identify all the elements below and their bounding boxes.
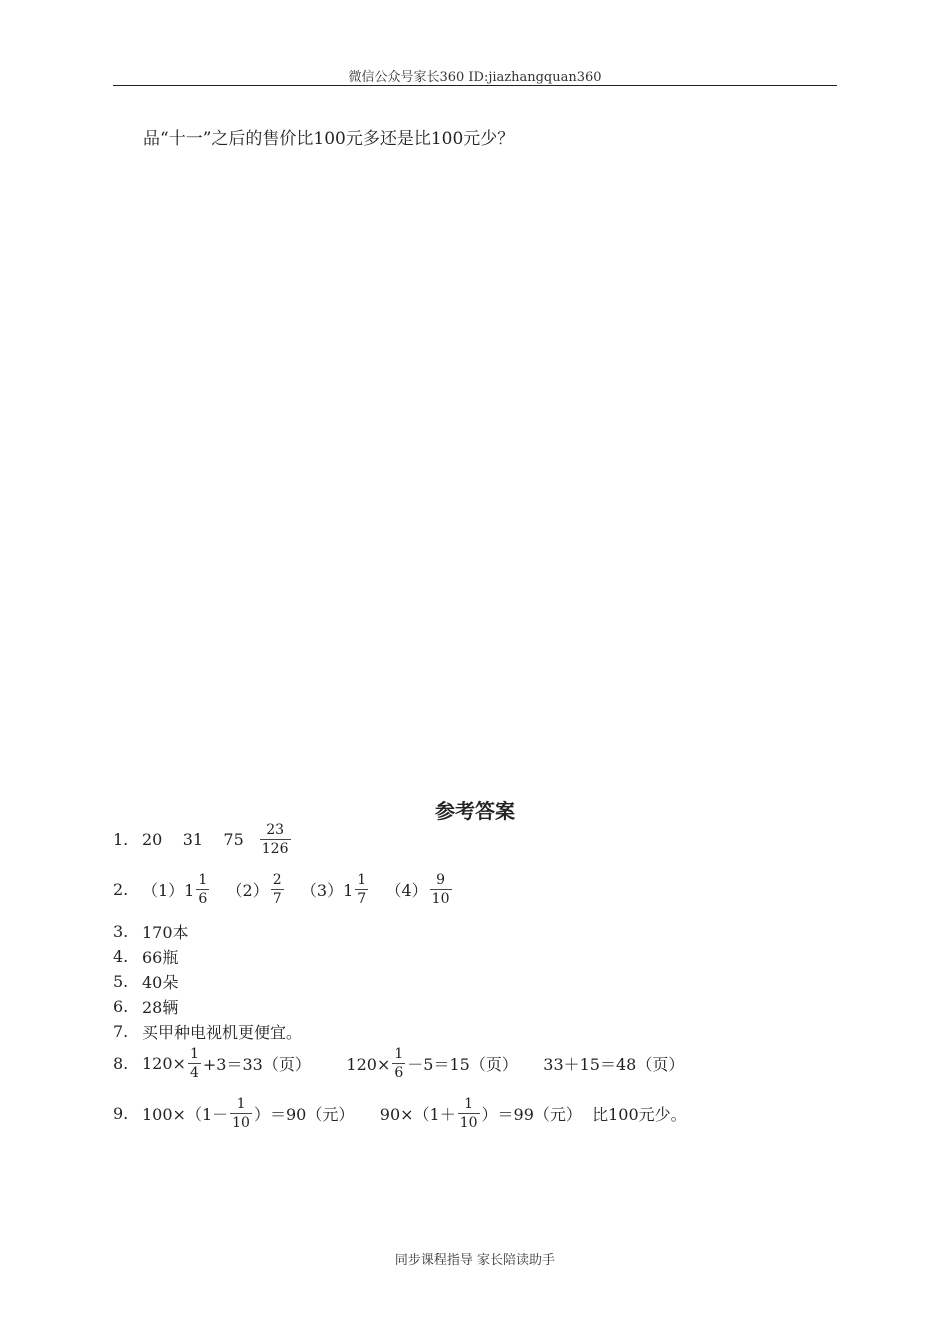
answer-number: 8.: [113, 1054, 129, 1073]
page-header: 微信公众号家长360 ID:jiazhangquan360: [348, 70, 602, 85]
fraction: [271, 873, 284, 906]
answer-text: ）＝99（元） 比100元少。: [481, 1105, 687, 1124]
numerator: 1: [236, 1096, 246, 1112]
question-text: 品“十一”之后的售价比100元多还是比100元少？: [143, 129, 515, 149]
answer-3: [113, 920, 189, 943]
denominator: 7: [357, 891, 367, 907]
answer-text: （4）: [370, 881, 428, 900]
answer-text: 买甲种电视机更便宜。: [142, 1023, 303, 1042]
denominator: 10: [431, 891, 450, 907]
answer-text: 66瓶: [142, 948, 179, 967]
answer-text: （2）: [211, 881, 269, 900]
answers-title: 参考答案: [435, 799, 515, 823]
denominator: 4: [189, 1065, 199, 1081]
answer-6: [113, 995, 178, 1018]
answer-text: （3）1: [285, 881, 354, 900]
answer-8: [113, 1047, 684, 1080]
header-rule: [113, 85, 837, 86]
answer-number: 6.: [113, 997, 129, 1016]
denominator: 6: [394, 1065, 404, 1081]
answer-9: [113, 1097, 687, 1130]
fraction: [392, 1047, 405, 1080]
answer-text: （1）1: [142, 881, 195, 900]
numerator: 1: [198, 872, 208, 888]
numerator: 9: [436, 872, 446, 888]
answer-number: 7.: [113, 1022, 129, 1041]
numerator: 1: [357, 872, 367, 888]
answer-number: 3.: [113, 922, 129, 941]
numerator: 1: [464, 1096, 474, 1112]
numerator: 2: [272, 872, 282, 888]
answer-text: 170本: [142, 923, 189, 942]
answer-number: 1.: [113, 830, 129, 849]
fraction: [230, 1097, 252, 1130]
numerator: 1: [189, 1046, 199, 1062]
answer-text: 28辆: [142, 998, 179, 1017]
page-footer: 同步课程指导 家长陪读助手: [394, 1253, 556, 1268]
denominator: 6: [198, 891, 208, 907]
answer-4: [113, 945, 178, 968]
fraction: [260, 823, 291, 856]
fraction: [196, 873, 209, 906]
answer-1: [113, 823, 293, 856]
numerator: 23: [266, 822, 285, 838]
fraction: [355, 873, 368, 906]
denominator: 7: [272, 891, 282, 907]
answer-number: 4.: [113, 947, 129, 966]
answer-text: 120×: [142, 1054, 186, 1073]
answer-text: +3＝33（页） 120×: [202, 1055, 391, 1074]
answer-text: 100×（1－: [142, 1105, 229, 1124]
fraction: [458, 1097, 480, 1130]
answer-text: 20 31 75: [142, 830, 244, 849]
answer-number: 9.: [113, 1104, 129, 1123]
answer-text: ）＝90（元） 90×（1＋: [253, 1105, 456, 1124]
fraction: [188, 1047, 201, 1080]
answer-text: 40朵: [142, 973, 179, 992]
answer-7: [113, 1020, 302, 1043]
answer-text: －5＝15（页） 33＋15＝48（页）: [407, 1055, 685, 1074]
fraction: [430, 873, 452, 906]
answer-number: 5.: [113, 972, 129, 991]
denominator: 10: [459, 1115, 478, 1131]
answer-number: 2.: [113, 880, 129, 899]
denominator: 126: [261, 841, 289, 857]
answer-5: [113, 970, 178, 993]
answer-2: [113, 873, 454, 906]
denominator: 10: [232, 1115, 250, 1131]
numerator: 1: [394, 1046, 404, 1062]
